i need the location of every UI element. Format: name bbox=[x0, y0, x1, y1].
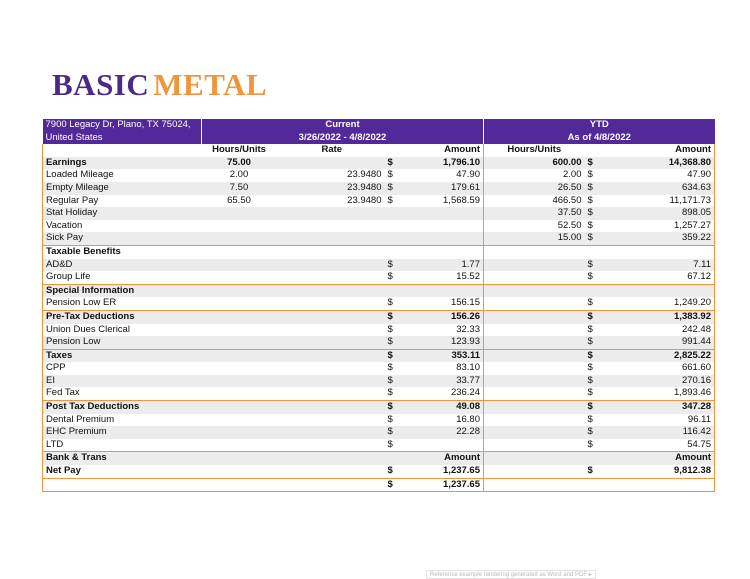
dollar-sign: $ bbox=[585, 271, 597, 284]
logo-word-metal: METAL bbox=[153, 67, 268, 102]
section-ytd-amount: 347.28 bbox=[597, 401, 715, 414]
earnings-amount: 1,796.10 bbox=[397, 157, 484, 170]
dollar-sign: $ bbox=[385, 401, 397, 414]
ytd-label: YTD bbox=[484, 119, 715, 132]
row-label: Pension Low ER bbox=[43, 297, 202, 310]
dollar-sign: $ bbox=[587, 362, 593, 374]
row-ytd-hours: 52.50 bbox=[484, 220, 585, 233]
row-ytd-amount: 359.22 bbox=[597, 232, 715, 245]
row-label: Sick Pay bbox=[43, 232, 202, 245]
dollar-sign: $ bbox=[385, 426, 397, 439]
section-title: Taxable Benefits bbox=[43, 245, 202, 258]
section-title: Bank & Trans bbox=[43, 452, 202, 465]
row-amount: 16.80 bbox=[456, 413, 480, 425]
row-ytd-amount: 47.90 bbox=[597, 169, 715, 182]
dollar-sign: $ bbox=[387, 413, 393, 425]
row-ytd-amount: 1,893.46 bbox=[597, 387, 715, 400]
row-label: AD&D bbox=[43, 259, 202, 272]
table-row bbox=[43, 207, 715, 220]
earnings-ytd-amount: 14,368.80 bbox=[597, 157, 715, 170]
row-label: Fed Tax bbox=[43, 387, 202, 400]
dollar-sign: $ bbox=[587, 323, 593, 335]
row-label: EHC Premium bbox=[43, 426, 202, 439]
dollar-sign: $ bbox=[385, 465, 397, 478]
dollar-sign: $ bbox=[385, 259, 397, 272]
earnings-ytd-hours: 600.00 bbox=[484, 157, 585, 170]
dollar-sign: $ bbox=[585, 259, 597, 272]
dollar-sign: $ bbox=[385, 439, 397, 452]
row-ytd-amount: 11,171.73 bbox=[597, 195, 715, 208]
net-pay-ytd-amount: 9,812.38 bbox=[597, 465, 715, 478]
table-row bbox=[43, 439, 715, 452]
row-ytd-amount: 991.44 bbox=[597, 336, 715, 349]
dollar-sign: $ bbox=[385, 271, 397, 284]
pay-stub-table bbox=[42, 119, 715, 492]
dollar-sign: $ bbox=[387, 169, 393, 181]
section-title: Pre-Tax Deductions bbox=[43, 310, 202, 323]
row-label: Union Dues Clerical bbox=[43, 324, 202, 337]
dollar-sign: $ bbox=[585, 375, 597, 388]
section-amount: 49.08 bbox=[397, 401, 484, 414]
dollar-sign: $ bbox=[587, 219, 593, 231]
row-label: Empty Mileage bbox=[43, 182, 202, 195]
row-label: Group Life bbox=[43, 271, 202, 284]
dollar-sign: $ bbox=[385, 387, 397, 400]
row-amount: 33.77 bbox=[397, 375, 484, 388]
row-rate: 23.9480 bbox=[347, 194, 382, 206]
dollar-sign: $ bbox=[587, 413, 593, 425]
section-amount: 156.26 bbox=[397, 310, 484, 323]
ytd-period: As of 4/8/2022 bbox=[484, 132, 715, 145]
row-ytd-amount: 634.63 bbox=[597, 182, 715, 195]
section-ytd-amount: 1,383.92 bbox=[597, 310, 715, 323]
row-hours: 7.50 bbox=[202, 182, 277, 195]
row-label: EI bbox=[43, 375, 202, 388]
net-pay-amount: 1,237.65 bbox=[397, 465, 484, 478]
pre-tax-header-row bbox=[43, 310, 715, 323]
table-row bbox=[43, 375, 715, 388]
row-rate: 23.9480 bbox=[277, 182, 385, 195]
row-hours: 2.00 bbox=[229, 169, 249, 181]
section-title: Taxes bbox=[43, 349, 202, 362]
row-label: Regular Pay bbox=[43, 195, 202, 208]
row-ytd-hours: 26.50 bbox=[484, 182, 585, 195]
row-ytd-hours: 466.50 bbox=[484, 195, 585, 208]
row-label: Stat Holiday bbox=[43, 207, 202, 220]
table-row bbox=[43, 271, 715, 284]
table-row bbox=[43, 324, 715, 337]
dollar-sign: $ bbox=[385, 375, 397, 388]
row-ytd-amount: 661.60 bbox=[597, 362, 715, 375]
dollar-sign: $ bbox=[585, 157, 597, 170]
dollar-sign: $ bbox=[585, 310, 597, 323]
post-tax-header-row bbox=[43, 401, 715, 414]
table-row bbox=[43, 220, 715, 233]
deposit-amount: 1,237.65 bbox=[397, 478, 484, 492]
col-ytd-hours-units: Hours/Units bbox=[484, 144, 585, 157]
special-information-header-row bbox=[43, 284, 715, 297]
row-ytd-amount: 67.12 bbox=[597, 271, 715, 284]
dollar-sign: $ bbox=[585, 387, 597, 400]
table-row bbox=[43, 387, 715, 400]
dollar-sign: $ bbox=[585, 336, 597, 349]
dollar-sign: $ bbox=[385, 336, 397, 349]
row-ytd-hours: 37.50 bbox=[484, 207, 585, 220]
row-amount: 179.61 bbox=[397, 182, 484, 195]
dollar-sign: $ bbox=[585, 207, 597, 220]
section-title: Special Information bbox=[43, 284, 202, 297]
row-ytd-amount: 1,257.27 bbox=[597, 220, 715, 233]
dollar-sign: $ bbox=[587, 194, 593, 206]
dollar-sign: $ bbox=[385, 310, 397, 323]
row-ytd-amount: 242.48 bbox=[597, 324, 715, 337]
dollar-sign: $ bbox=[587, 169, 593, 181]
dollar-sign: $ bbox=[585, 349, 597, 362]
table-row bbox=[43, 195, 715, 208]
earnings-title: Earnings bbox=[43, 157, 202, 170]
row-label: Dental Premium bbox=[43, 414, 202, 427]
dollar-sign: $ bbox=[585, 439, 597, 452]
column-header-row bbox=[43, 144, 715, 157]
net-pay-label: Net Pay bbox=[43, 465, 202, 478]
dollar-sign: $ bbox=[585, 297, 597, 310]
row-rate: 23.9480 bbox=[347, 169, 382, 181]
header-row-1 bbox=[43, 119, 715, 132]
dollar-sign: $ bbox=[387, 362, 393, 374]
table-row bbox=[43, 182, 715, 195]
row-ytd-amount: 270.16 bbox=[597, 375, 715, 388]
col-rate: Rate bbox=[321, 144, 343, 156]
section-title: Post Tax Deductions bbox=[43, 401, 202, 414]
company-logo bbox=[52, 68, 267, 102]
dollar-sign: $ bbox=[585, 401, 597, 414]
dollar-sign: $ bbox=[585, 182, 597, 195]
bank-ytd-amount-label: Amount bbox=[597, 452, 715, 465]
row-amount: 47.90 bbox=[456, 169, 480, 181]
table-row bbox=[43, 169, 715, 182]
table-row bbox=[43, 297, 715, 310]
earnings-hours: 75.00 bbox=[202, 157, 277, 170]
logo-word-basic: BASIC bbox=[52, 67, 150, 102]
row-amount: 1.77 bbox=[397, 259, 484, 272]
table-row bbox=[43, 232, 715, 245]
row-ytd-amount: 1,249.20 bbox=[597, 297, 715, 310]
address-line-1: 7900 Legacy Dr, Plano, TX 75024, bbox=[43, 119, 202, 132]
section-ytd-amount: 2,825.22 bbox=[597, 349, 715, 362]
net-pay-row bbox=[43, 465, 715, 478]
row-label: CPP bbox=[43, 362, 202, 375]
dollar-sign: $ bbox=[585, 465, 597, 478]
bank-amount-label: Amount bbox=[397, 452, 484, 465]
row-hours: 65.50 bbox=[227, 194, 251, 206]
dollar-sign: $ bbox=[385, 297, 397, 310]
col-ytd-amount: Amount bbox=[597, 144, 715, 157]
table-row bbox=[43, 362, 715, 375]
row-amount: 156.15 bbox=[397, 297, 484, 310]
dollar-sign: $ bbox=[387, 194, 393, 206]
footnote: Reference example rendering generated as Word and PDF ▸ bbox=[426, 570, 596, 579]
dollar-sign: $ bbox=[585, 232, 597, 245]
bank-trans-header-row bbox=[43, 452, 715, 465]
dollar-sign: $ bbox=[385, 349, 397, 362]
header-row-2 bbox=[43, 132, 715, 145]
deposit-row bbox=[43, 478, 715, 492]
earnings-header-row bbox=[43, 157, 715, 170]
row-ytd-amount: 54.75 bbox=[597, 439, 715, 452]
taxes-header-row bbox=[43, 349, 715, 362]
row-ytd-amount: 898.05 bbox=[597, 207, 715, 220]
dollar-sign: $ bbox=[387, 323, 393, 335]
dollar-sign: $ bbox=[585, 426, 597, 439]
row-amount: 123.93 bbox=[397, 336, 484, 349]
row-amount: 15.52 bbox=[397, 271, 484, 284]
dollar-sign: $ bbox=[385, 182, 397, 195]
row-label: Pension Low bbox=[43, 336, 202, 349]
dollar-sign: $ bbox=[385, 157, 397, 170]
row-amount: 32.33 bbox=[456, 323, 480, 335]
row-ytd-hours: 2.00 bbox=[484, 169, 585, 182]
row-amount: 83.10 bbox=[456, 362, 480, 374]
address-line-2: United States bbox=[43, 132, 202, 145]
row-ytd-amount: 7.11 bbox=[597, 259, 715, 272]
current-label: Current bbox=[202, 119, 484, 132]
table-row bbox=[43, 426, 715, 439]
col-hours-units: Hours/Units bbox=[212, 144, 266, 156]
table-row bbox=[43, 259, 715, 272]
row-amount bbox=[397, 439, 484, 452]
taxable-benefits-header-row bbox=[43, 245, 715, 258]
table-row bbox=[43, 414, 715, 427]
current-period: 3/26/2022 - 4/8/2022 bbox=[202, 132, 484, 145]
row-ytd-hours: 15.00 bbox=[484, 232, 585, 245]
row-ytd-amount: 116.42 bbox=[597, 426, 715, 439]
row-amount: 22.28 bbox=[397, 426, 484, 439]
row-amount: 1,568.59 bbox=[443, 194, 480, 206]
col-amount: Amount bbox=[444, 144, 480, 156]
dollar-sign: $ bbox=[385, 478, 397, 492]
row-label: Loaded Mileage bbox=[43, 169, 202, 182]
row-label: Vacation bbox=[43, 220, 202, 233]
row-label: LTD bbox=[43, 439, 202, 452]
table-row bbox=[43, 336, 715, 349]
row-ytd-amount: 96.11 bbox=[597, 414, 715, 427]
section-amount: 353.11 bbox=[397, 349, 484, 362]
row-amount: 236.24 bbox=[397, 387, 484, 400]
